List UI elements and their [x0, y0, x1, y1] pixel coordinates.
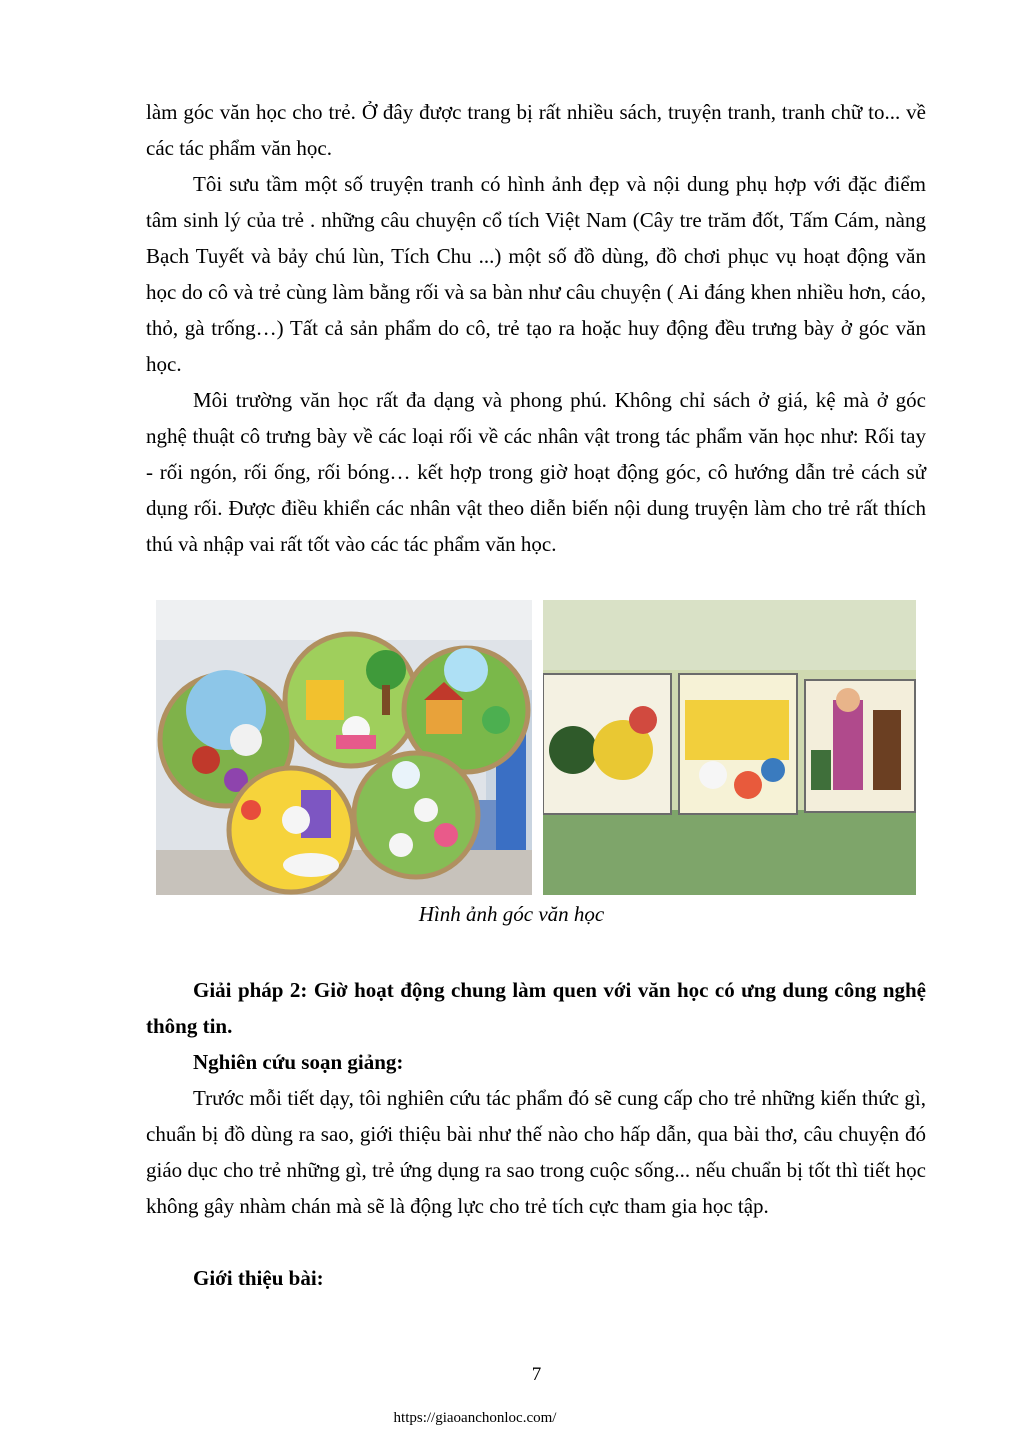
- footer-url[interactable]: https://giaoanchonloc.com/: [393, 1410, 557, 1426]
- research-paragraph: Trước mỗi tiết dạy, tôi nghiên cứu tác phẩm đó sẽ cung cấp cho trẻ những kiến thức gì, chuẩn bị đồ dùng ra sao, giới thiệu bài như thế nào cho hấp dẫn, qua bài thơ, câu chuyện đó giáo dục cho trẻ những gì, trẻ ứng dụng ra sao trong cuộc sống... nếu chuẩn bị tốt thì tiết học không gây nhàm chán mà sẽ là động lực cho trẻ tích cực tham gia học tập.: [146, 1086, 926, 1218]
- paragraph-3: Môi trường văn học rất đa dạng và phong phú. Không chỉ sách ở giá, kệ mà ở góc nghệ thuật cô trưng bày về các loại rối về các nhân vật trong tác phẩm văn học như: Rối tay - rối ngón, rối ống, rối bóng… kết hợp trong giờ hoạt động góc, cô hướng dẫn trẻ cách sử dụng rối. Được điều khiển các nhân vật theo diễn biến nội dung truyện làm cho trẻ rất thích thú và nhập vai rất tốt vào các tác phẩm văn học.: [146, 388, 926, 556]
- literature-corner-photo-left: [156, 600, 532, 895]
- solution-2-heading: Giải pháp 2: Giờ hoạt động chung làm quen với văn học có ưng dung công nghệ thông tin.: [146, 978, 926, 1038]
- research-heading: Nghiên cứu soạn giảng:: [193, 1050, 404, 1074]
- paragraph-2: Tôi sưu tầm một số truyện tranh có hình ảnh đẹp và nội dung phụ hợp với đặc điểm tâm sinh lý của trẻ . những câu chuyện cổ tích Việt Nam (Cây tre trăm đốt, Tấm Cám, nàng Bạch Tuyết và bảy chú lùn, Tích Chu ...) một số đồ dùng, đồ chơi phục vụ hoạt động văn học do cô và trẻ cùng làm bằng rối và sa bàn như câu chuyện ( Ai đáng khen nhiều hơn, cáo, thỏ, gà trống…) Tất cả sản phẩm do cô, trẻ tạo ra hoặc huy động đều trưng bày ở góc văn học.: [146, 172, 926, 376]
- page-number: 7: [531, 1364, 542, 1385]
- paragraph-1: làm góc văn học cho trẻ. Ở đây được trang bị rất nhiều sách, truyện tranh, tranh chữ to... về các tác phẩm văn học.: [146, 100, 926, 160]
- intro-heading: Giới thiệu bài:: [193, 1266, 324, 1290]
- figure-caption: Hình ảnh góc văn học: [418, 902, 605, 926]
- literature-corner-photo-right: [543, 600, 916, 895]
